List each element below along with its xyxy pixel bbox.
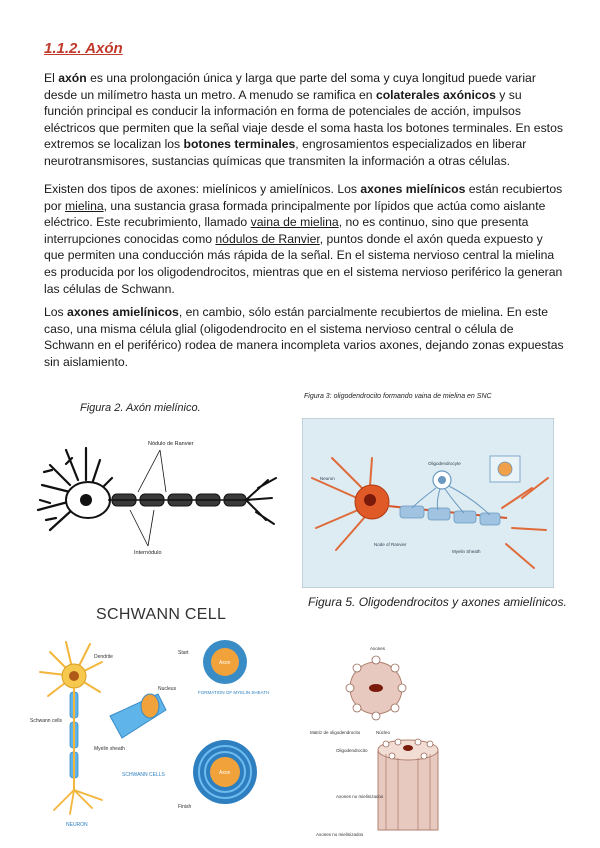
label-oligodendrocyte: Oligodendrocyte xyxy=(428,461,461,466)
underlined-term: vaina de mielina xyxy=(250,215,339,230)
label-start: Start xyxy=(178,650,189,656)
text-run: , no es continuo, sino que presenta interrupciones conocidas como xyxy=(44,215,529,246)
underlined-term: nódulos de Ranvier xyxy=(215,231,320,246)
schwann-cell-diagram xyxy=(30,632,280,832)
text-run: están recubiertos por xyxy=(44,182,563,213)
text-run: , en cambio, sólo están parcialmente recubiertos de mielina. En este caso, una misma célula glial (oligodendrocito en el sistema nervioso central o célula de Schwann en el periférico) rodea de manera incompleta varios axones, dejando zonas expuestas sin aislamiento. xyxy=(44,305,564,369)
text-run: Los xyxy=(44,305,68,319)
label-myelin-sheath: Myelin Sheath xyxy=(452,549,481,554)
label-dendrite: Dendrite xyxy=(94,654,113,660)
figure-2-caption: Figura 2. Axón mielínico. xyxy=(80,402,201,414)
underlined-term: mielina xyxy=(65,198,104,213)
label-internode: Internódulo xyxy=(134,550,162,556)
label-schwann-cells: Schwann cells xyxy=(30,718,62,724)
paragraph-axon-types xyxy=(44,181,564,297)
text-run: es una prolongación única y larga que parte del soma y cuya longitud puede variar desde un milímetro hasta un metro. A menudo se ramifica en xyxy=(44,71,536,102)
bold-term: botones terminales xyxy=(183,137,296,152)
label-finish: Finish xyxy=(178,804,192,810)
label-nucleus: Nucleus xyxy=(158,686,177,692)
bold-term: axones amielínicos xyxy=(67,305,179,319)
text-run: , engrosamientos especializados en liberar neurotransmisores, sustancias químicas que transmiten la información a otras células. xyxy=(44,137,527,168)
label-axones: Axones xyxy=(370,646,386,651)
label-axon-1: Axon xyxy=(219,660,231,666)
figure-3-caption: Figura 3: oligodendrocito formando vaina de mielina en SNC xyxy=(304,393,492,400)
figure-2-myelinated-axon xyxy=(30,420,280,580)
figure-5-caption: Figura 5. Oligodendrocitos y axones amielínicos. xyxy=(308,595,567,609)
label-node-ranvier: Nódulo de Ranvier xyxy=(148,441,194,447)
paragraph-unmyelinated xyxy=(44,304,564,370)
bold-term: axones mielínicos xyxy=(360,182,466,196)
text-run: Existen dos tipos de axones: mielínicos y amielínicos. Los xyxy=(44,182,361,196)
label-neuron-caps: NEURON xyxy=(66,822,88,828)
text-run: , una sustancia grasa formada principalmente por lípidos que actúa como aislante eléctrico. Este recubrimiento, llamado xyxy=(44,198,546,230)
label-bottom-caption: Axones no mielinizados xyxy=(316,832,364,837)
text-run: y su función principal es conducir la información en forma de potenciales de acción, impulsos eléctricos que permiten que la señal viaje desde el soma hasta los botones terminales. En estos extremos se localizan los xyxy=(44,87,563,152)
label-axones-no-mielinizados: Axones no mielinizados xyxy=(336,794,384,799)
section-title: 1.1.2. Axón xyxy=(44,40,123,57)
label-axon-2: Axon xyxy=(219,770,231,776)
label-nucleo: Núcleo xyxy=(376,730,391,735)
bold-term: colaterales axónicos xyxy=(375,87,496,102)
label-schwann-cells-caps: SCHWANN CELLS xyxy=(122,772,165,778)
paragraph-axon-definition xyxy=(44,70,564,170)
label-matriz: Matriz de oligodendrocito xyxy=(310,730,361,735)
figure-5-unmyelinated-axons xyxy=(306,640,486,840)
label-neuron: Neuron xyxy=(320,476,335,481)
bold-term: axón xyxy=(58,71,87,85)
label-oligodendrocito: Oligodendrocito xyxy=(336,748,368,753)
schwann-cell-title: SCHWANN CELL xyxy=(96,606,227,623)
figure-3-oligodendrocyte xyxy=(302,418,554,588)
label-myelin-sheath-schwann: Myelin sheath xyxy=(94,746,125,752)
text-run: El xyxy=(44,71,59,85)
text-run: , puntos donde el axón queda expuesto y que permiten una conducción más rápida de la señal. En el sistema nervioso central la mielina es producida por los oligodendrocitos, mientras que en el sistema nervioso periférico la generan las células de Schwann. xyxy=(44,231,563,296)
label-formation-myelin: FORMATION OF MYELIN SHEATH xyxy=(198,690,270,695)
label-node-of-ranvier: Node of Ranvier xyxy=(374,542,407,547)
